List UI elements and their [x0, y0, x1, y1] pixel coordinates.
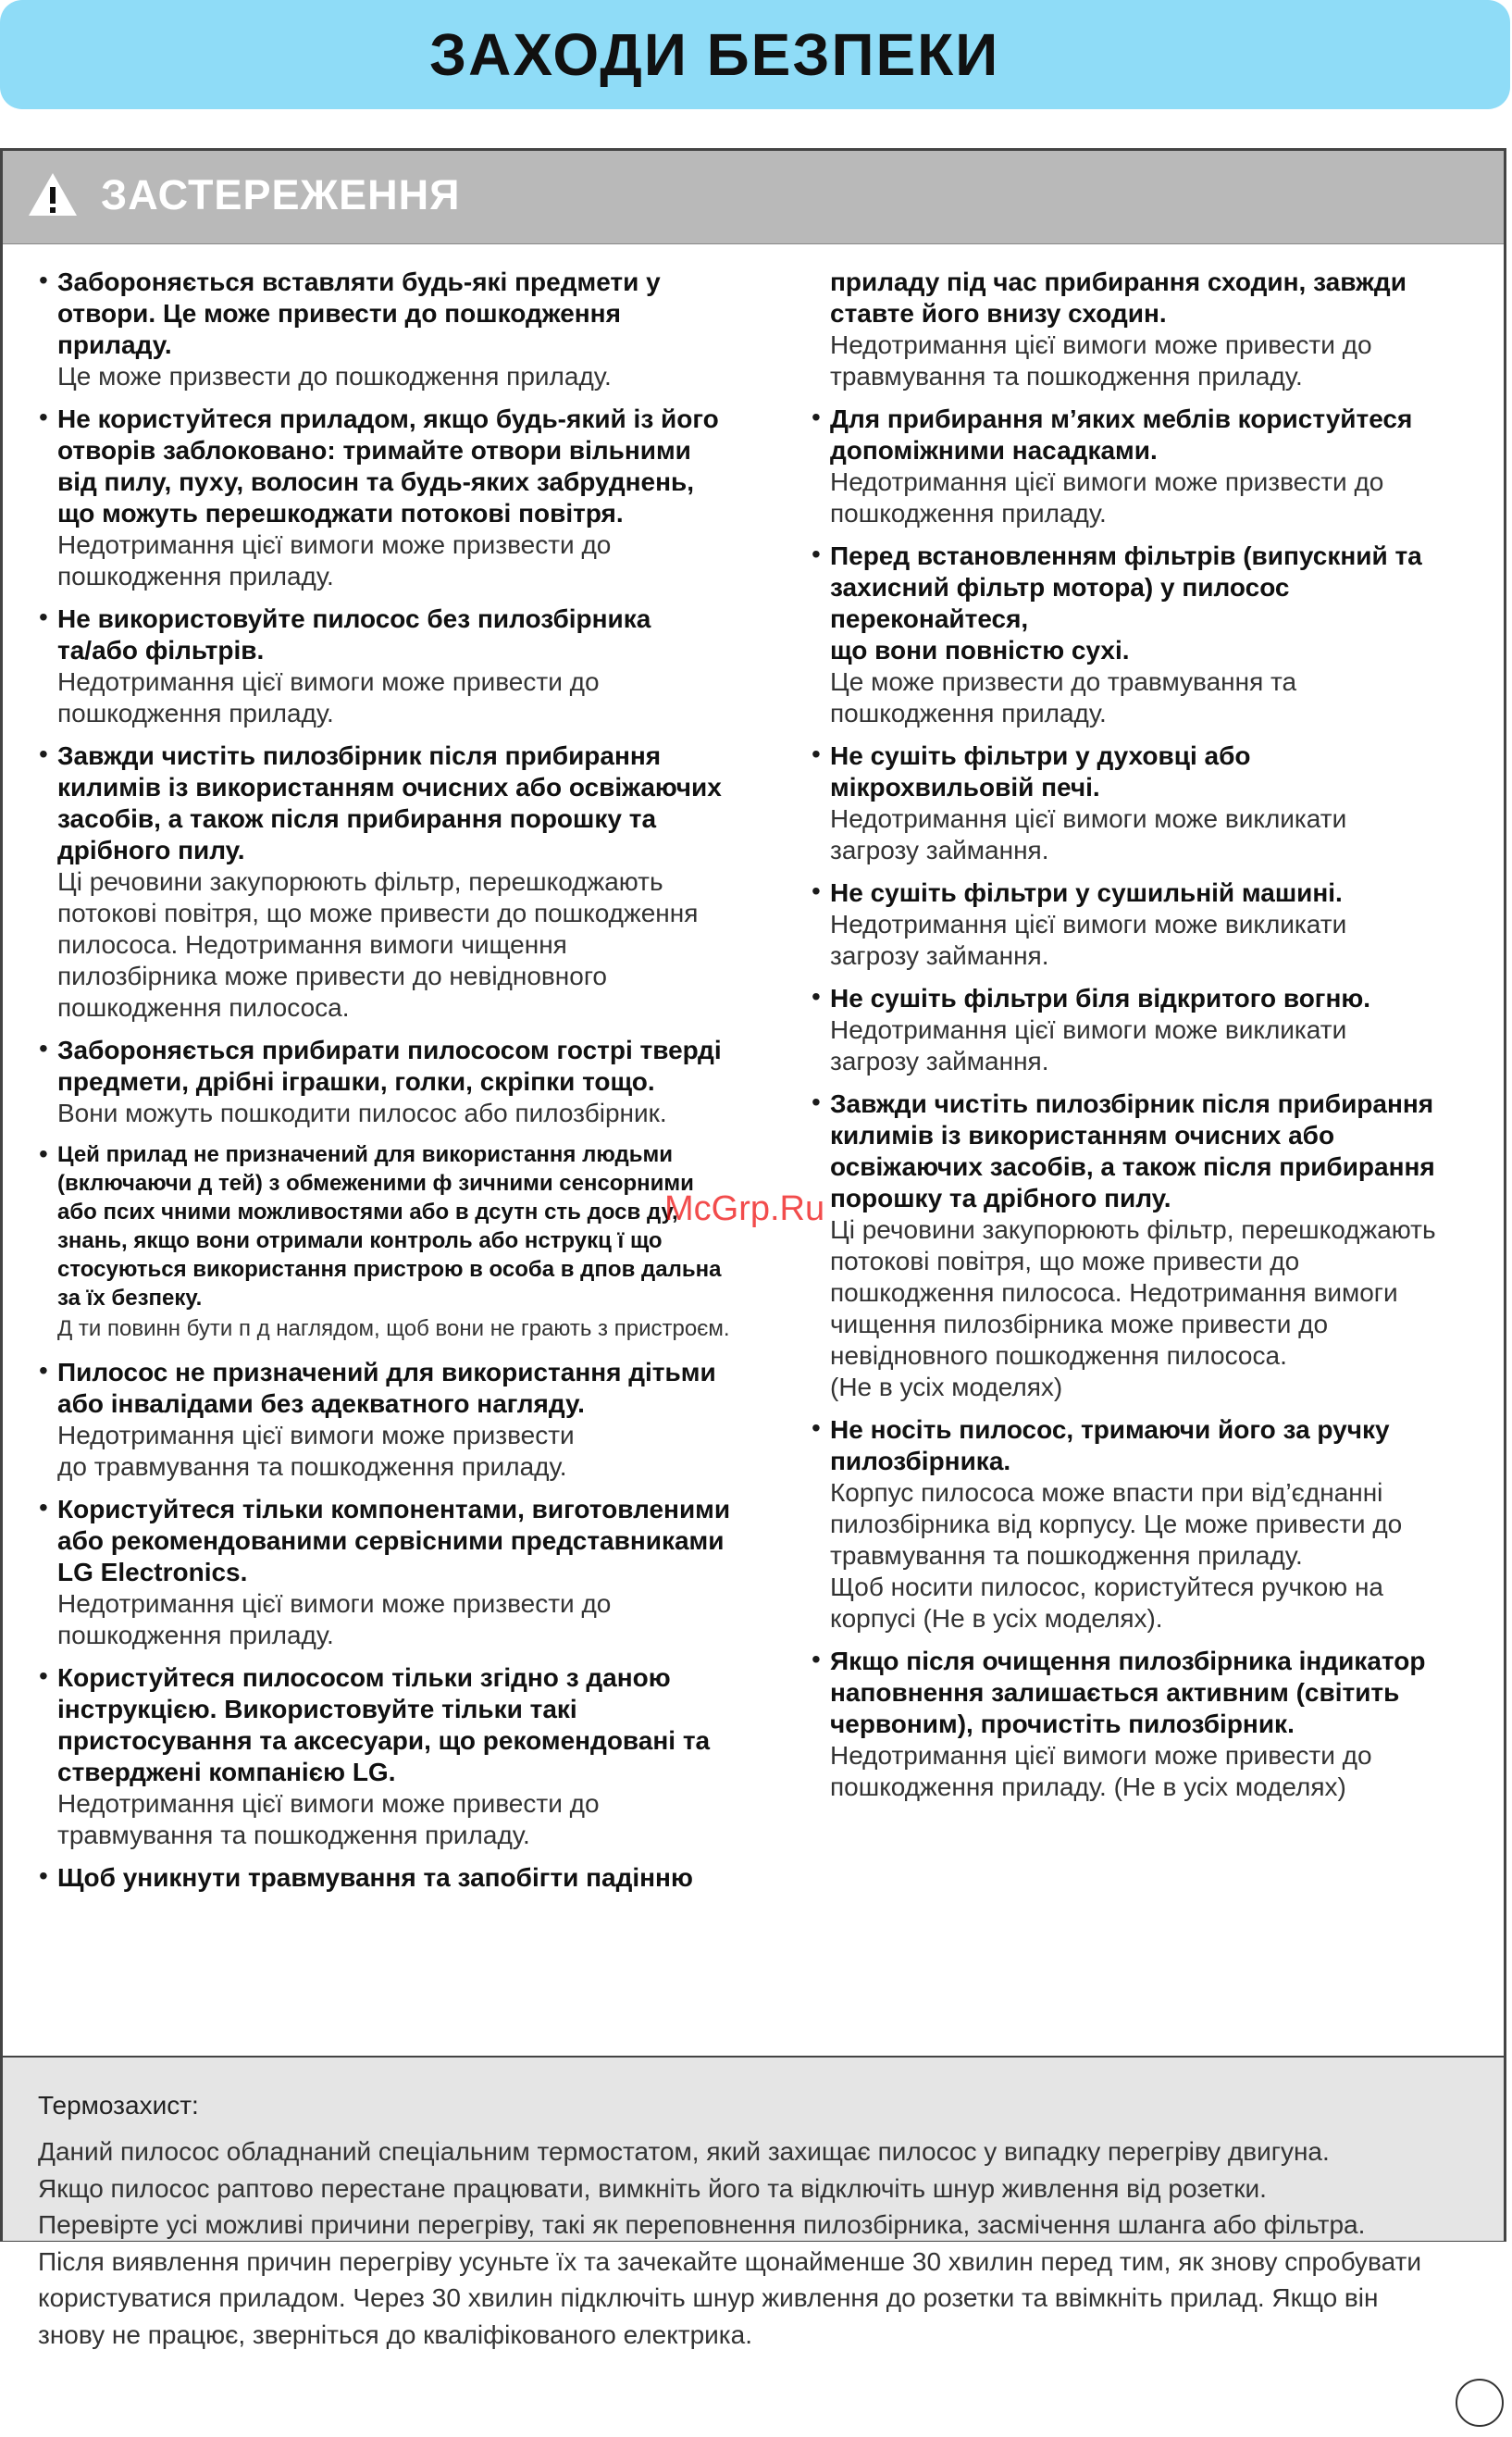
item-note-text: Ці речовини закупорюють фільтр, перешкоджають потокові повітря, що може привести до пошкодження пилососа. Недотримання вимоги чищення пилозбірника може привести до невідновного пошкодження пилососа. (Не в усіх моделях)	[830, 1215, 1436, 1401]
list-item	[35, 1357, 775, 1483]
item-note-text: Ці речовини закупорюють фільтр, перешкоджають потокові повітря, що може привести до пошкодження пилососа. Недотримання вимоги чищення пилозбірника може привести до невідновного пошкодження пилососа.	[57, 867, 699, 1022]
item-bold-text: Не користуйтеся приладом, якщо будь-який із його отворів заблоковано: тримайте отвори вільними від пилу, пуху, волосин та будь-яких забруднень, що можуть перешкоджати потокові повітря.	[57, 404, 719, 528]
list-item	[35, 1035, 775, 1129]
item-note-text: Недотримання цієї вимоги може призвести до травмування та пошкодження приладу.	[57, 1421, 575, 1481]
list-item	[808, 983, 1493, 1077]
list-item	[808, 877, 1493, 972]
bullet: •	[812, 540, 821, 568]
warning-title: ЗАСТЕРЕЖЕННЯ	[101, 171, 461, 218]
list-item	[808, 1414, 1493, 1635]
item-bold-text: Користуйтеся тільки компонентами, виготовленими або рекомендованими сервісними представниками LG Electronics.	[57, 1495, 731, 1586]
warning-triangle-icon	[27, 171, 79, 218]
list-item	[35, 740, 775, 1024]
item-bold-text: Для прибирання м’яких меблів користуйтеся допоміжними насадками.	[830, 404, 1413, 465]
item-note-text: Корпус пилососа може впасти при від’єднанні пилозбірника від корпусу. Це може привести до травмування та пошкодження приладу. Щоб носити пилосос, користуйтеся ручкою на корпусі (Не в усіх моделях).	[830, 1478, 1403, 1633]
list-item	[808, 1088, 1493, 1403]
bullet: •	[39, 1493, 48, 1522]
bullet: •	[812, 877, 821, 905]
item-note-text: Недотримання цієї вимоги може привести до травмування та пошкодження приладу.	[57, 1789, 600, 1849]
item-bold-text: Не носіть пилосос, тримаючи його за ручку пилозбірника.	[830, 1415, 1390, 1475]
thermal-protection-text: Даний пилосос обладнаний спеціальним термостатом, який захищає пилосос у випадку перегріву двигуна. Якщо пилосос раптово перестане працювати, вимкніть його та відключіть шнур живлення від розетки. Перевірте усі можливі причини перегріву, такі як переповнення пилозбірника, засмічення шланга або фільтра. Після виявлення причин перегріву усуньте їх та зачекайте щонайменше 30 хвилин перед тим, як знову спробувати користуватися приладом. Через 30 хвилин підключіть шнур живлення до розетки та ввімкніть прилад. Якщо він знову не працює, зверніться до кваліфікованого електрика.	[38, 2137, 1422, 2349]
item-bold-text: Якщо після очищення пилозбірника індикатор наповнення залишається активним (світить червоним), прочистіть пилозбірник.	[830, 1647, 1426, 1738]
item-note-text: Недотримання цієї вимоги може призвести до пошкодження приладу.	[57, 530, 612, 591]
item-bold-text: Забороняється вставляти будь-які предмети у отвори. Це може привести до пошкодження приладу.	[57, 267, 661, 359]
list-item	[808, 740, 1493, 866]
thermal-protection-title: Термозахист:	[38, 2091, 199, 2120]
bullet: •	[39, 1356, 48, 1385]
list-item	[35, 404, 775, 592]
item-bold-text: Пилосос не призначений для використання дітьми або інвалідами без адекватного нагляду.	[57, 1358, 716, 1418]
list-item	[35, 1862, 775, 1894]
list-item	[35, 1662, 775, 1851]
bullet: •	[39, 1139, 48, 1168]
item-note-text: Недотримання цієї вимоги може привести до пошкодження приладу.	[57, 667, 600, 727]
item-bold-text: Забороняється прибирати пилососом гострі тверді предмети, дрібні іграшки, голки, скріпки тощо.	[57, 1036, 722, 1096]
bullet: •	[812, 1413, 821, 1442]
item-bold-text: Щоб уникнути травмування та запобігти падінню	[57, 1863, 693, 1892]
bullet: •	[39, 740, 48, 768]
item-note-text: Недотримання цієї вимоги може привести до травмування та пошкодження приладу.	[830, 330, 1372, 391]
bullet: •	[39, 403, 48, 431]
list-item	[35, 603, 775, 729]
bullet: •	[812, 1088, 821, 1116]
item-bold-text: Завжди чистіть пилозбірник після прибирання килимів із використанням очисних або освіжаючих засобів, а також після прибирання порошку та дрібного пилу.	[830, 1089, 1435, 1212]
item-note-text: Недотримання цієї вимоги може призвести до пошкодження приладу.	[830, 467, 1384, 528]
item-bold-text: Не сушіть фільтри у сушильній машині.	[830, 878, 1343, 907]
list-item	[808, 541, 1493, 729]
item-bold-text: Не сушіть фільтри біля відкритого вогню.	[830, 984, 1371, 1013]
list-item	[35, 267, 775, 392]
item-note-text: Недотримання цієї вимоги може викликати загрозу займання.	[830, 804, 1347, 864]
item-note-text: Це може призвести до травмування та пошкодження приладу.	[830, 667, 1297, 727]
watermark: McGrp.Ru	[664, 1189, 825, 1228]
item-note-text: Недотримання цієї вимоги може викликати загрозу займання.	[830, 910, 1347, 970]
item-bold-text: Цей прилад не призначений для використання людьми (включаючи д тей) з обмеженими ф зичними сенсорними або псих чними можливостями або в дсутн сть досв ду, знань, якщо вони отримали контроль або нструкц ї що стосуються використання пристрою в особа в дпов дальна за їх безпеку.	[57, 1142, 722, 1311]
item-bold-text: Завжди чистіть пилозбірник після прибирання килимів із використанням очисних або освіжаючих засобів, а також після прибирання порошку та дрібного пилу.	[57, 741, 722, 864]
item-note-text: Вони можуть пошкодити пилосос або пилозбірник.	[57, 1099, 667, 1127]
list-item-continuation	[808, 267, 1493, 392]
page-number-circle	[1456, 2379, 1504, 2427]
item-bold-text: Не сушіть фільтри у духовці або мікрохвильовій печі.	[830, 741, 1251, 802]
bullet: •	[39, 1861, 48, 1890]
bullet: •	[39, 1034, 48, 1063]
item-bold-text: Користуйтеся пилососом тільки згідно з даною інструкцією. Використовуйте тільки такі пристосування та аксесуари, що рекомендовані та стверджені компанією LG.	[57, 1663, 711, 1786]
item-note-text: Д ти повинн бути п д наглядом, щоб вони не грають з пристроєм.	[57, 1316, 730, 1341]
item-note-text: Недотримання цієї вимоги може призвести до пошкодження приладу.	[57, 1589, 612, 1649]
bullet: •	[812, 982, 821, 1011]
left-column	[35, 267, 775, 1905]
bullet: •	[39, 266, 48, 294]
bullet: •	[812, 740, 821, 768]
item-bold-text: Не використовуйте пилосос без пилозбірника та/або фільтрів.	[57, 604, 651, 665]
bullet: •	[812, 403, 821, 431]
bullet: •	[39, 1661, 48, 1690]
item-bold-text: Перед встановленням фільтрів (випускний та захисний фільтр мотора) у пилосос переконайтеся, що вони повністю сухі.	[830, 541, 1422, 665]
warning-header	[3, 151, 1504, 244]
header-bar	[0, 0, 1510, 109]
list-item	[808, 404, 1493, 529]
list-item	[35, 1140, 775, 1346]
item-bold-text: приладу під час прибирання сходин, завжди ставте його внизу сходин.	[830, 267, 1407, 328]
item-note-text: Це може призвести до пошкодження приладу.	[57, 362, 612, 391]
thermal-protection-box	[3, 2056, 1504, 2349]
list-item	[808, 1646, 1493, 1803]
bullet: •	[812, 1645, 821, 1673]
page-title: ЗАХОДИ БЕЗПЕКИ	[429, 21, 1000, 88]
right-column	[808, 267, 1493, 1814]
item-note-text: Недотримання цієї вимоги може викликати загрозу займання.	[830, 1015, 1347, 1076]
item-note-text: Недотримання цієї вимоги може привести до пошкодження приладу. (Не в усіх моделях)	[830, 1741, 1372, 1801]
bullet: •	[39, 603, 48, 631]
list-item	[35, 1494, 775, 1651]
